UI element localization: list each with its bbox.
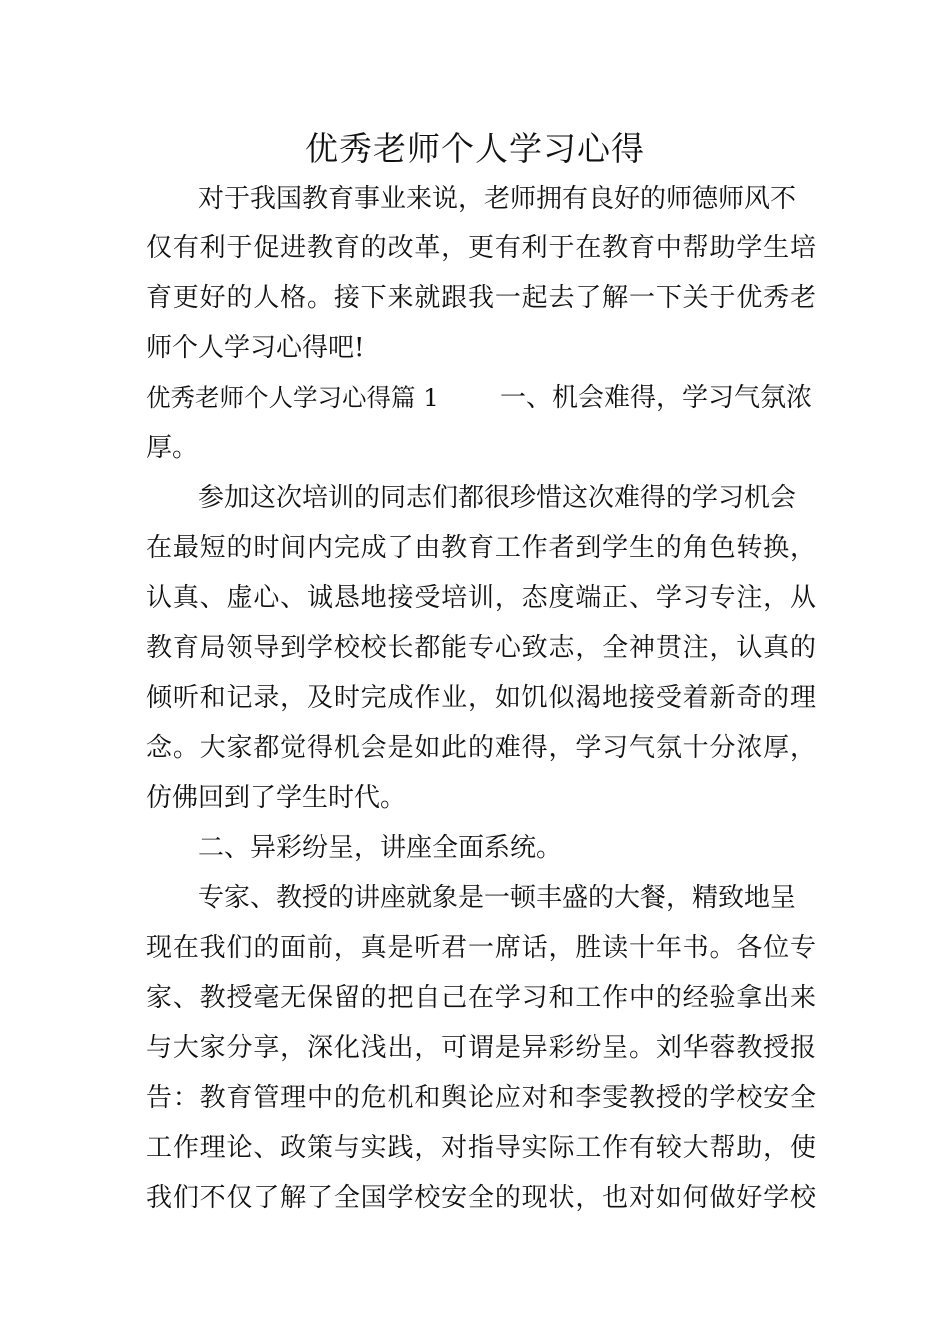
paragraph-line: 参加这次培训的同志们都很珍惜这次难得的学习机会 <box>198 483 797 513</box>
document-title: 优秀老师个人学习心得 <box>305 129 645 168</box>
paragraph-line: 专家、教授的讲座就象是一顿丰盛的大餐，精致地呈 <box>198 883 797 913</box>
paragraph-line: 厚。 <box>146 433 199 463</box>
section-heading: 二、异彩纷呈，讲座全面系统。 <box>198 833 563 863</box>
paragraph-line: 认真、虚心、诚恳地接受培训，态度端正、学习专注，从 <box>146 583 816 613</box>
paragraph-line: 师个人学习心得吧! <box>146 333 365 363</box>
paragraph-line: 现在我们的面前，真是听君一席话，胜读十年书。各位专 <box>146 933 816 963</box>
paragraph-line: 倾听和记录，及时完成作业，如饥似渴地接受着新奇的理 <box>146 683 816 713</box>
paragraph-line: 与大家分享，深化浅出，可谓是异彩纷呈。刘华蓉教授报 <box>146 1033 816 1063</box>
section-subheading: 一、机会难得，学习气氛浓 <box>500 383 813 413</box>
paragraph-line: 工作理论、政策与实践，对指导实际工作有较大帮助，使 <box>146 1133 816 1163</box>
section-heading: 优秀老师个人学习心得篇 1 <box>146 383 439 412</box>
paragraph-line: 仅有利于促进教育的改革，更有利于在教育中帮助学生培 <box>146 233 816 263</box>
paragraph-line: 念。大家都觉得机会是如此的难得，学习气氛十分浓厚， <box>146 733 816 763</box>
paragraph-line: 告：教育管理中的危机和舆论应对和李雯教授的学校安全 <box>146 1083 816 1113</box>
paragraph-line: 仿佛回到了学生时代。 <box>146 783 407 813</box>
paragraph-line: 对于我国教育事业来说，老师拥有良好的师德师风不 <box>198 184 797 214</box>
paragraph-line: 在最短的时间内完成了由教育工作者到学生的角色转换， <box>146 533 816 563</box>
paragraph-line: 家、教授毫无保留的把自己在学习和工作中的经验拿出来 <box>146 983 816 1013</box>
paragraph-line: 育更好的人格。接下来就跟我一起去了解一下关于优秀老 <box>146 283 816 313</box>
paragraph-line: 教育局领导到学校校长都能专心致志，全神贯注，认真的 <box>146 633 816 663</box>
paragraph-line: 我们不仅了解了全国学校安全的现状，也对如何做好学校 <box>146 1183 816 1213</box>
